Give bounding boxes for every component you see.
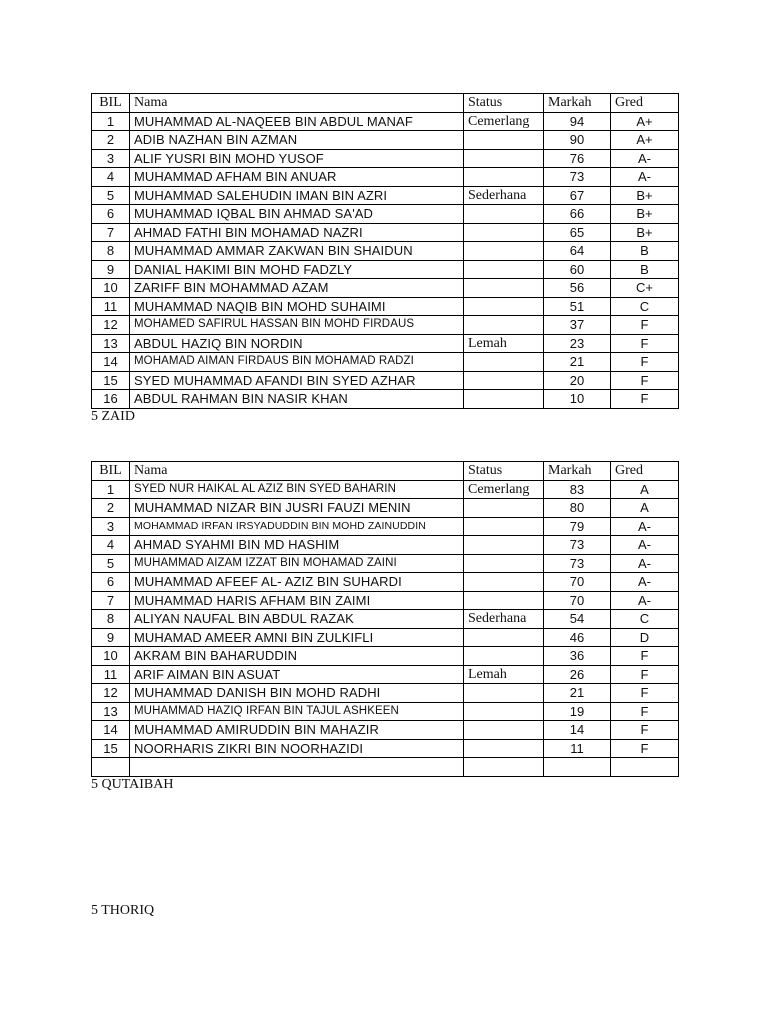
- table-row: [92, 223, 679, 242]
- table-row: [92, 628, 679, 647]
- table-row: [92, 168, 679, 187]
- status-cell: [464, 223, 544, 242]
- status-cell: [464, 371, 544, 390]
- bil-cell: 10: [92, 647, 130, 666]
- markah-cell: 73: [544, 168, 611, 187]
- table-row: [92, 554, 679, 573]
- header-status: Status: [464, 462, 544, 481]
- gred-cell: A+: [611, 131, 679, 150]
- gred-cell: A: [611, 499, 679, 518]
- nama-cell: SYED NUR HAIKAL AL AZIZ BIN SYED BAHARIN: [130, 480, 464, 499]
- gred-cell: B+: [611, 223, 679, 242]
- bil-cell: 3: [92, 517, 130, 536]
- header-gred: Gred: [611, 462, 679, 481]
- table-row: [92, 721, 679, 740]
- table-row: [92, 610, 679, 629]
- bil-cell: 15: [92, 739, 130, 758]
- status-cell: [464, 316, 544, 335]
- nama-cell: ALIF YUSRI BIN MOHD YUSOF: [130, 149, 464, 168]
- bil-cell: 6: [92, 205, 130, 224]
- status-cell: Sederhana: [464, 610, 544, 629]
- status-cell: [464, 353, 544, 372]
- status-cell: [464, 260, 544, 279]
- markah-cell: 21: [544, 353, 611, 372]
- markah-cell: 20: [544, 371, 611, 390]
- nama-cell: ABDUL RAHMAN BIN NASIR KHAN: [130, 390, 464, 409]
- gred-cell: F: [611, 334, 679, 353]
- bil-cell: 3: [92, 149, 130, 168]
- bil-cell: 5: [92, 186, 130, 205]
- markah-cell: 80: [544, 499, 611, 518]
- bil-cell: 16: [92, 390, 130, 409]
- markah-cell: 66: [544, 205, 611, 224]
- gred-cell: F: [611, 721, 679, 740]
- table-row: [92, 739, 679, 758]
- bil-cell: 9: [92, 260, 130, 279]
- header-bil: BIL: [92, 462, 130, 481]
- table-row: [92, 279, 679, 298]
- markah-cell: 79: [544, 517, 611, 536]
- bil-cell: 6: [92, 573, 130, 592]
- gred-cell: A-: [611, 517, 679, 536]
- gred-cell: A-: [611, 591, 679, 610]
- gred-cell: F: [611, 371, 679, 390]
- nama-cell: MOHAMED SAFIRUL HASSAN BIN MOHD FIRDAUS: [130, 316, 464, 335]
- status-cell: [464, 554, 544, 573]
- nama-cell: ZARIFF BIN MOHAMMAD AZAM: [130, 279, 464, 298]
- header-bil: BIL: [92, 94, 130, 113]
- table-row: [92, 112, 679, 131]
- nama-cell: MUHAMMAD AMIRUDDIN BIN MAHAZIR: [130, 721, 464, 740]
- gred-cell: A+: [611, 112, 679, 131]
- bil-cell: 12: [92, 684, 130, 703]
- bil-cell: 5: [92, 554, 130, 573]
- bil-cell: 9: [92, 628, 130, 647]
- nama-cell: MUHAMMAD AL-NAQEEB BIN ABDUL MANAF: [130, 112, 464, 131]
- gred-cell: B+: [611, 186, 679, 205]
- table-row: [92, 665, 679, 684]
- status-cell: [464, 149, 544, 168]
- status-cell: [464, 131, 544, 150]
- markah-cell: 56: [544, 279, 611, 298]
- markah-cell: 23: [544, 334, 611, 353]
- gred-cell: F: [611, 702, 679, 721]
- nama-cell: MUHAMMAD NIZAR BIN JUSRI FAUZI MENIN: [130, 499, 464, 518]
- table-header-row: [92, 94, 679, 113]
- table-row: [92, 390, 679, 409]
- nama-cell: SYED MUHAMMAD AFANDI BIN SYED AZHAR: [130, 371, 464, 390]
- gred-cell: A: [611, 480, 679, 499]
- status-cell: Cemerlang: [464, 480, 544, 499]
- gred-cell: F: [611, 647, 679, 666]
- markah-cell: 14: [544, 721, 611, 740]
- bil-cell: 13: [92, 334, 130, 353]
- gred-cell: F: [611, 684, 679, 703]
- markah-cell: 73: [544, 536, 611, 555]
- bil-cell: 14: [92, 721, 130, 740]
- status-cell: Sederhana: [464, 186, 544, 205]
- table-row: [92, 647, 679, 666]
- nama-cell: MOHAMMAD IRFAN IRSYADUDDIN BIN MOHD ZAINUDDIN: [130, 517, 464, 536]
- status-cell: [464, 739, 544, 758]
- bil-cell: 15: [92, 371, 130, 390]
- status-cell: [464, 573, 544, 592]
- markah-cell: 90: [544, 131, 611, 150]
- bil-cell: 7: [92, 223, 130, 242]
- nama-cell: MUHAMMAD HARIS AFHAM BIN ZAIMI: [130, 591, 464, 610]
- markah-cell: 60: [544, 260, 611, 279]
- table-row: [92, 131, 679, 150]
- gred-cell: D: [611, 628, 679, 647]
- markah-cell: 83: [544, 480, 611, 499]
- class-label-5-thoriq: 5 THORIQ: [91, 903, 155, 918]
- nama-cell: MOHAMAD AIMAN FIRDAUS BIN MOHAMAD RADZI: [130, 353, 464, 372]
- gred-cell: B: [611, 242, 679, 261]
- header-markah: Markah: [544, 94, 611, 113]
- header-gred: Gred: [611, 94, 679, 113]
- bil-cell: 1: [92, 112, 130, 131]
- markah-cell: 36: [544, 647, 611, 666]
- bil-cell: 2: [92, 499, 130, 518]
- status-cell: [464, 684, 544, 703]
- bil-cell: 13: [92, 702, 130, 721]
- nama-cell: [130, 758, 464, 777]
- table-row: [92, 499, 679, 518]
- table-row: [92, 334, 679, 353]
- markah-cell: 21: [544, 684, 611, 703]
- nama-cell: MUHAMMAD AFHAM BIN ANUAR: [130, 168, 464, 187]
- gred-cell: C: [611, 610, 679, 629]
- header-status: Status: [464, 94, 544, 113]
- status-cell: [464, 297, 544, 316]
- bil-cell: 8: [92, 610, 130, 629]
- nama-cell: ABDUL HAZIQ BIN NORDIN: [130, 334, 464, 353]
- gred-cell: F: [611, 353, 679, 372]
- nama-cell: DANIAL HAKIMI BIN MOHD FADZLY: [130, 260, 464, 279]
- table-row: [92, 242, 679, 261]
- markah-cell: 26: [544, 665, 611, 684]
- status-cell: [464, 205, 544, 224]
- status-cell: [464, 721, 544, 740]
- markah-cell: 11: [544, 739, 611, 758]
- gred-cell: A-: [611, 168, 679, 187]
- markah-cell: 76: [544, 149, 611, 168]
- markah-cell: 51: [544, 297, 611, 316]
- markah-cell: 46: [544, 628, 611, 647]
- status-cell: Lemah: [464, 665, 544, 684]
- gred-cell: [611, 758, 679, 777]
- gred-cell: F: [611, 390, 679, 409]
- markah-cell: 64: [544, 242, 611, 261]
- table-row: [92, 702, 679, 721]
- grade-table-5-qutaibah: [91, 461, 679, 777]
- gred-cell: A-: [611, 554, 679, 573]
- gred-cell: F: [611, 739, 679, 758]
- status-cell: [464, 279, 544, 298]
- markah-cell: 70: [544, 573, 611, 592]
- markah-cell: 10: [544, 390, 611, 409]
- bil-cell: 14: [92, 353, 130, 372]
- table-row: [92, 205, 679, 224]
- table-row: [92, 684, 679, 703]
- gred-cell: C: [611, 297, 679, 316]
- status-cell: Cemerlang: [464, 112, 544, 131]
- markah-cell: 37: [544, 316, 611, 335]
- table-row: [92, 186, 679, 205]
- status-cell: [464, 390, 544, 409]
- gred-cell: B+: [611, 205, 679, 224]
- markah-cell: 54: [544, 610, 611, 629]
- markah-cell: 67: [544, 186, 611, 205]
- status-cell: [464, 591, 544, 610]
- status-cell: [464, 536, 544, 555]
- nama-cell: ARIF AIMAN BIN ASUAT: [130, 665, 464, 684]
- status-cell: [464, 168, 544, 187]
- bil-cell: 10: [92, 279, 130, 298]
- markah-cell: 94: [544, 112, 611, 131]
- status-cell: Lemah: [464, 334, 544, 353]
- nama-cell: MUHAMMAD DANISH BIN MOHD RADHI: [130, 684, 464, 703]
- status-cell: [464, 517, 544, 536]
- nama-cell: ADIB NAZHAN BIN AZMAN: [130, 131, 464, 150]
- gred-cell: A-: [611, 149, 679, 168]
- gred-cell: F: [611, 665, 679, 684]
- markah-cell: 73: [544, 554, 611, 573]
- bil-cell: 12: [92, 316, 130, 335]
- status-cell: [464, 702, 544, 721]
- gred-cell: B: [611, 260, 679, 279]
- bil-cell: 11: [92, 665, 130, 684]
- bil-cell: 2: [92, 131, 130, 150]
- markah-cell: 19: [544, 702, 611, 721]
- nama-cell: MUHAMMAD AMMAR ZAKWAN BIN SHAIDUN: [130, 242, 464, 261]
- status-cell: [464, 628, 544, 647]
- class-label-5-qutaibah: 5 QUTAIBAH: [91, 777, 174, 792]
- header-nama: Nama: [130, 94, 464, 113]
- table-row: [92, 573, 679, 592]
- table-row: [92, 517, 679, 536]
- nama-cell: NOORHARIS ZIKRI BIN NOORHAZIDI: [130, 739, 464, 758]
- gred-cell: F: [611, 316, 679, 335]
- table-row: [92, 536, 679, 555]
- bil-cell: [92, 758, 130, 777]
- gred-cell: A-: [611, 536, 679, 555]
- header-markah: Markah: [544, 462, 611, 481]
- nama-cell: MUHAMMAD IQBAL BIN AHMAD SA'AD: [130, 205, 464, 224]
- bil-cell: 1: [92, 480, 130, 499]
- bil-cell: 8: [92, 242, 130, 261]
- nama-cell: MUHAMMAD SALEHUDIN IMAN BIN AZRI: [130, 186, 464, 205]
- grade-table-5-zaid: [91, 93, 679, 409]
- table-row: [92, 260, 679, 279]
- bil-cell: 7: [92, 591, 130, 610]
- class-label-5-zaid: 5 ZAID: [91, 409, 135, 424]
- nama-cell: MUHAMAD AMEER AMNI BIN ZULKIFLI: [130, 628, 464, 647]
- nama-cell: MUHAMMAD AFEEF AL- AZIZ BIN SUHARDI: [130, 573, 464, 592]
- nama-cell: MUHAMMAD HAZIQ IRFAN BIN TAJUL ASHKEEN: [130, 702, 464, 721]
- gred-cell: A-: [611, 573, 679, 592]
- status-cell: [464, 758, 544, 777]
- table-row: [92, 591, 679, 610]
- bil-cell: 4: [92, 536, 130, 555]
- markah-cell: 65: [544, 223, 611, 242]
- markah-cell: 70: [544, 591, 611, 610]
- bil-cell: 4: [92, 168, 130, 187]
- table-row: [92, 149, 679, 168]
- table-row: [92, 353, 679, 372]
- bil-cell: 11: [92, 297, 130, 316]
- nama-cell: AHMAD FATHI BIN MOHAMAD NAZRI: [130, 223, 464, 242]
- status-cell: [464, 647, 544, 666]
- table-row: [92, 316, 679, 335]
- nama-cell: MUHAMMAD NAQIB BIN MOHD SUHAIMI: [130, 297, 464, 316]
- gred-cell: C+: [611, 279, 679, 298]
- table-row: [92, 371, 679, 390]
- table-header-row: [92, 462, 679, 481]
- status-cell: [464, 242, 544, 261]
- nama-cell: MUHAMMAD AIZAM IZZAT BIN MOHAMAD ZAINI: [130, 554, 464, 573]
- table-row: [92, 297, 679, 316]
- table-row: [92, 480, 679, 499]
- table-row: [92, 758, 679, 777]
- nama-cell: AHMAD SYAHMI BIN MD HASHIM: [130, 536, 464, 555]
- nama-cell: ALIYAN NAUFAL BIN ABDUL RAZAK: [130, 610, 464, 629]
- markah-cell: [544, 758, 611, 777]
- status-cell: [464, 499, 544, 518]
- nama-cell: AKRAM BIN BAHARUDDIN: [130, 647, 464, 666]
- header-nama: Nama: [130, 462, 464, 481]
